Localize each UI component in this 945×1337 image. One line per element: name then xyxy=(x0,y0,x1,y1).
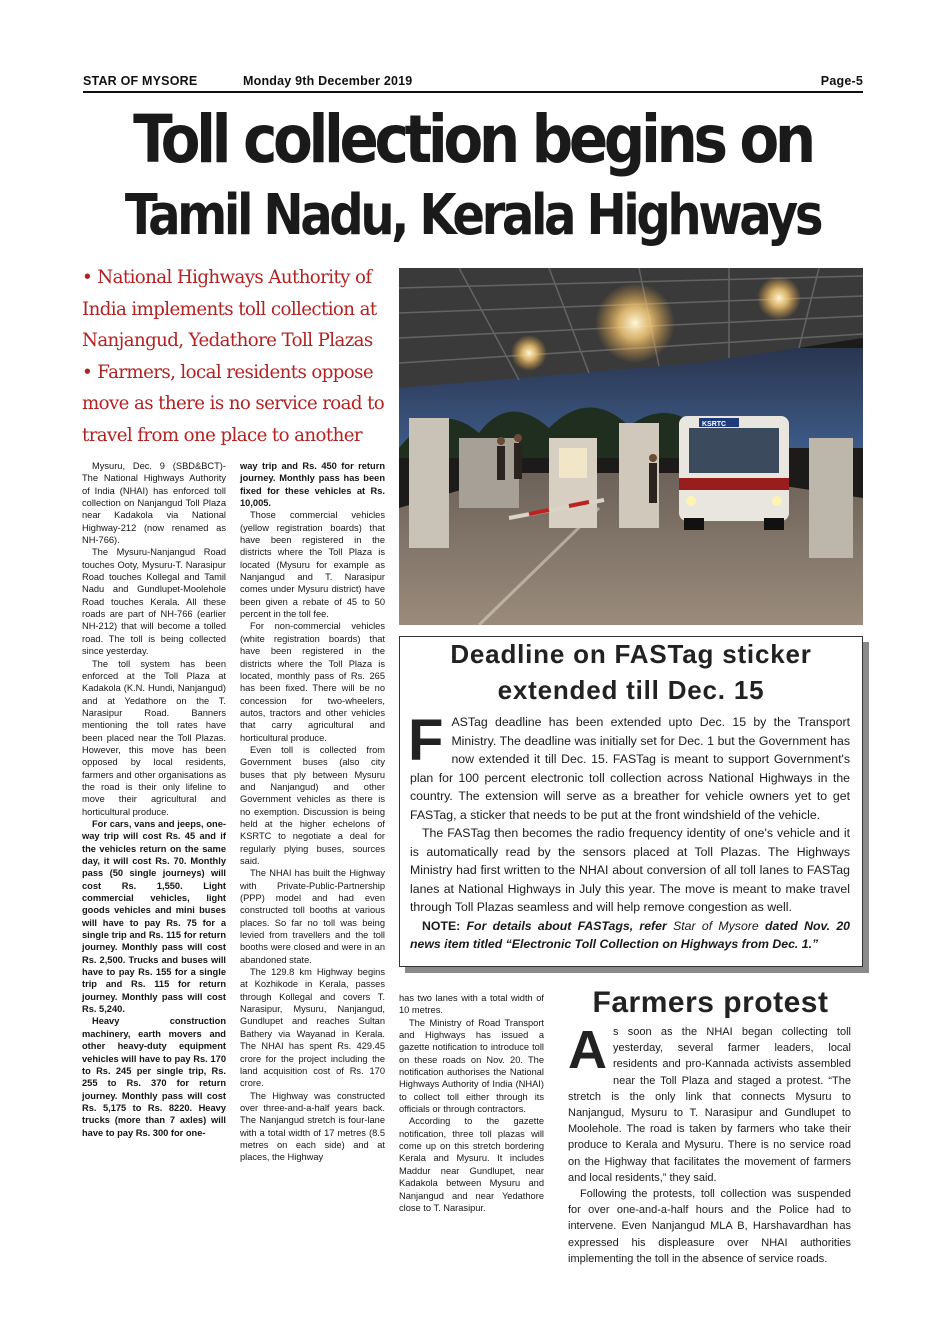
headline-line-2: Tamil Nadu, Kerala Highways xyxy=(124,183,821,248)
note-text: dated Nov. 20 news item titled “Electronic Toll Collection on Highways from Dec. 1.” xyxy=(410,918,850,951)
paragraph: The 129.8 km Highway begins at Kozhikode in Kerala, passes through Kollegal and covers T. Narasipur, Mysuru, Nanjangud, Gundlupet and reaches Sultan Bathery via Wayanad in Kerala. The NHAI has spent Rs. 429.45 crore for the project including the land acquisition cost of Rs. 170 crore. xyxy=(240,967,385,1089)
paragraph xyxy=(82,818,226,1016)
drop-cap: F xyxy=(408,708,444,773)
paragraph: The Mysuru-Nanjangud Road touches Ooty, Mysuru-T. Narasipur Road touches Kollegal and Tamil Nadu and Gundlupet-Moolehole Road touches Kerala. All these roads are part of NH-766 (earlier NH-212) that will become a tolled road. The toll is being collected since yesterday. xyxy=(82,547,226,657)
paragraph: The toll system has been enforced at the Toll Plaza at Kadakola (K.N. Hundi, Nanjangud) and at Yedathore on the T. Narasipur Road. Banners mentioning the toll rates have been placed near the Toll Plazas. However, this move has been opposed by local residents, farmers and other organisations as the road is their only lifeline to move their agricultural and horticultural produce. xyxy=(82,658,226,817)
paragraph: Following the protests, toll collection was suspended for over one-and-a-half hours and the Police had to intervene. Even Nanjangud MLA B, Harshavardhan has expressed his displeasure over NHAI authorities implementing the toll in the absence of service roads. xyxy=(568,1188,851,1265)
paper-name: STAR OF MYSORE xyxy=(83,74,198,88)
return-rates-text: way trip and Rs. 450 for return journey. Monthly pass has been fixed for these vehicles at Rs. 10,005. xyxy=(240,461,385,509)
article-column-3 xyxy=(399,992,544,1214)
paragraph: The NHAI has built the Highway with Private-Public-Partnership (PPP) model and had even constructed toll booths at various places. So far no toll was being levied from travellers and the toll booths were closed and were in an abandoned state. xyxy=(240,868,385,965)
paragraph: s soon as the NHAI began collecting toll yesterday, several farmer leaders, local residents and pro-Kannada activists assembled near the Toll Plaza and staged a protest. “The stretch is the only link that connects Mysuru to Nanjangud, Mysuru to T. Narasipur and Gundlupet to Moolehole. The road is taken by farmers who take their produce to Kerala and Mysuru. There is no service road on the Highway that facilitates the movement of farmers and local residents,” they said. xyxy=(568,1026,851,1184)
masthead-rule xyxy=(83,91,863,93)
paragraph: For non-commercial vehicles (white registration boards) that have been registered in the districts where the Toll Plaza is located, monthly pass of Rs. 265 has been fixed. There will be no concession for two-wheelers, autos, tractors and other vehicles that carry agricultural and horticultural produce. xyxy=(240,621,385,743)
heavy-vehicle-rates-text: Heavy construction machinery, earth movers and other heavy-duty equipment vehicles will have to pay Rs. 170 to Rs. 245 per single trip, Rs. 255 to Rs. 370 for return journey. Monthly pass will cost Rs. 5,175 to Rs. 8220. Heavy trucks (more than 7 axles) will have to pay Rs. 300 for one- xyxy=(82,1016,226,1138)
paragraph: According to the gazette notification, three toll plazas will come up on this stretch bordering Kerala and Mysuru. It includes Maddur near Gundlupet, near Kadakola between Mysuru and Nanjangud and near Yedathore close to T. Narasipur. xyxy=(399,1116,544,1213)
paragraph: The Highway was constructed over three-and-a-half years back. The Nanjangud stretch is four-lane with a total width of 17 metres (8.5 metres on each side) and at places, the Highway xyxy=(240,1090,385,1163)
fastag-body xyxy=(408,708,850,954)
article-column-1 xyxy=(82,460,226,1139)
paragraph xyxy=(240,460,385,509)
paragraph: has two lanes with a total width of 10 metres. xyxy=(399,993,544,1016)
article-column-2 xyxy=(240,460,385,1164)
headline-line-1: Toll collection begins on xyxy=(133,101,812,178)
paragraph xyxy=(82,1015,226,1138)
bus-sign: KSRTC xyxy=(702,421,727,428)
note xyxy=(410,917,850,954)
subhead-bullet: • Farmers, local residents oppose move as there is no service road to travel from one place to another xyxy=(82,361,385,446)
fastag-box xyxy=(399,636,863,967)
fastag-title-line-1: Deadline on FASTag sticker xyxy=(450,639,812,669)
toll-rates-text: For cars, vans and jeeps, one-way trip will cost Rs. 45 and if the vehicles return on the same day, it will cost Rs. 70. Monthly pass (50 single journeys) will cost Rs. 1,550. Light commercial vehicles, light goods vehicles and mini buses will have to pay Rs. 75 for a single trip and Rs. 115 for return journey. Monthly pass will cost Rs. 2,500. Trucks and buses will have to pay Rs. 155 for a single trip and Rs. 115 for return journey. Monthly pass will cost Rs. 5,240. xyxy=(82,818,226,1015)
paragraph: Mysuru, Dec. 9 (SBD&BCT)- The National Highways Authority of India (NHAI) has enforced toll collection on Nanjangud Toll Plaza near Kadakola via National Highway-212 (now renamed as NH-766). xyxy=(82,461,226,546)
note-paper-name: Star of Mysore xyxy=(673,918,759,933)
farmers-body xyxy=(568,1020,851,1267)
paragraph: ASTag deadline has been extended upto Dec. 15 by the Transport Ministry. The deadline was initially set for Dec. 1 but the Government has now extended it till Dec. 15. FASTag is meant to support Government's plan for 100 percent electronic toll collection across National Highways in the country. The extension will serve as a breather for vehicle owners yet to get FASTag, a sticker that needs to be put at the front windshield of the vehicle. xyxy=(410,715,850,822)
drop-cap: A xyxy=(568,1020,607,1080)
note-label: NOTE: xyxy=(422,918,461,933)
paragraph: The FASTag then becomes the radio frequency identity of one's vehicle and it is automatically read by the sensors placed at Toll Plazas. The Highways Ministry had first written to the NHAI about conversion of all toll lanes to FASTag lanes at National Highways in July this year. The move is meant to make travel through Toll Plazas seamless and will help remove congestion as well. xyxy=(410,826,850,914)
subhead-bullet: • National Highways Authority of India implements toll collection at Nanjangud, Yedathore Toll Plazas xyxy=(82,267,377,351)
toll-plaza-illustration xyxy=(399,268,863,625)
issue-date: Monday 9th December 2019 xyxy=(243,74,413,88)
paragraph: The Ministry of Road Transport and Highways has issued a gazette notification to introduce toll on these roads on Nov. 20. The notification authorises the National Highways Authority of India (NHAI) to collect toll either through its officials or through contractors. xyxy=(399,1017,544,1115)
subhead-bullets xyxy=(82,262,390,451)
farmers-title: Farmers protest xyxy=(592,986,829,1019)
toll-plaza-photo xyxy=(399,268,863,625)
paragraph: Even toll is collected from Government buses (also city buses that ply between Mysuru and Nanjangud) and other Government vehicles as there is no exemption. Discussion is being held at the higher echelons of KSRTC to negotiate a deal for regularly plying buses, sources said. xyxy=(240,744,385,866)
note-text: For details about FASTags, refer xyxy=(466,918,667,933)
paragraph: Those commercial vehicles (yellow registration boards) that have been registered in the districts where the Toll Plaza is located (Mysuru for example as Nanjangud and T. Narasipur comes under Mysuru district) have been given a rebate of 45 to 50 percent in the toll fee. xyxy=(240,510,385,620)
fastag-title-line-2: extended till Dec. 15 xyxy=(497,675,765,705)
page-number: Page-5 xyxy=(820,74,863,88)
